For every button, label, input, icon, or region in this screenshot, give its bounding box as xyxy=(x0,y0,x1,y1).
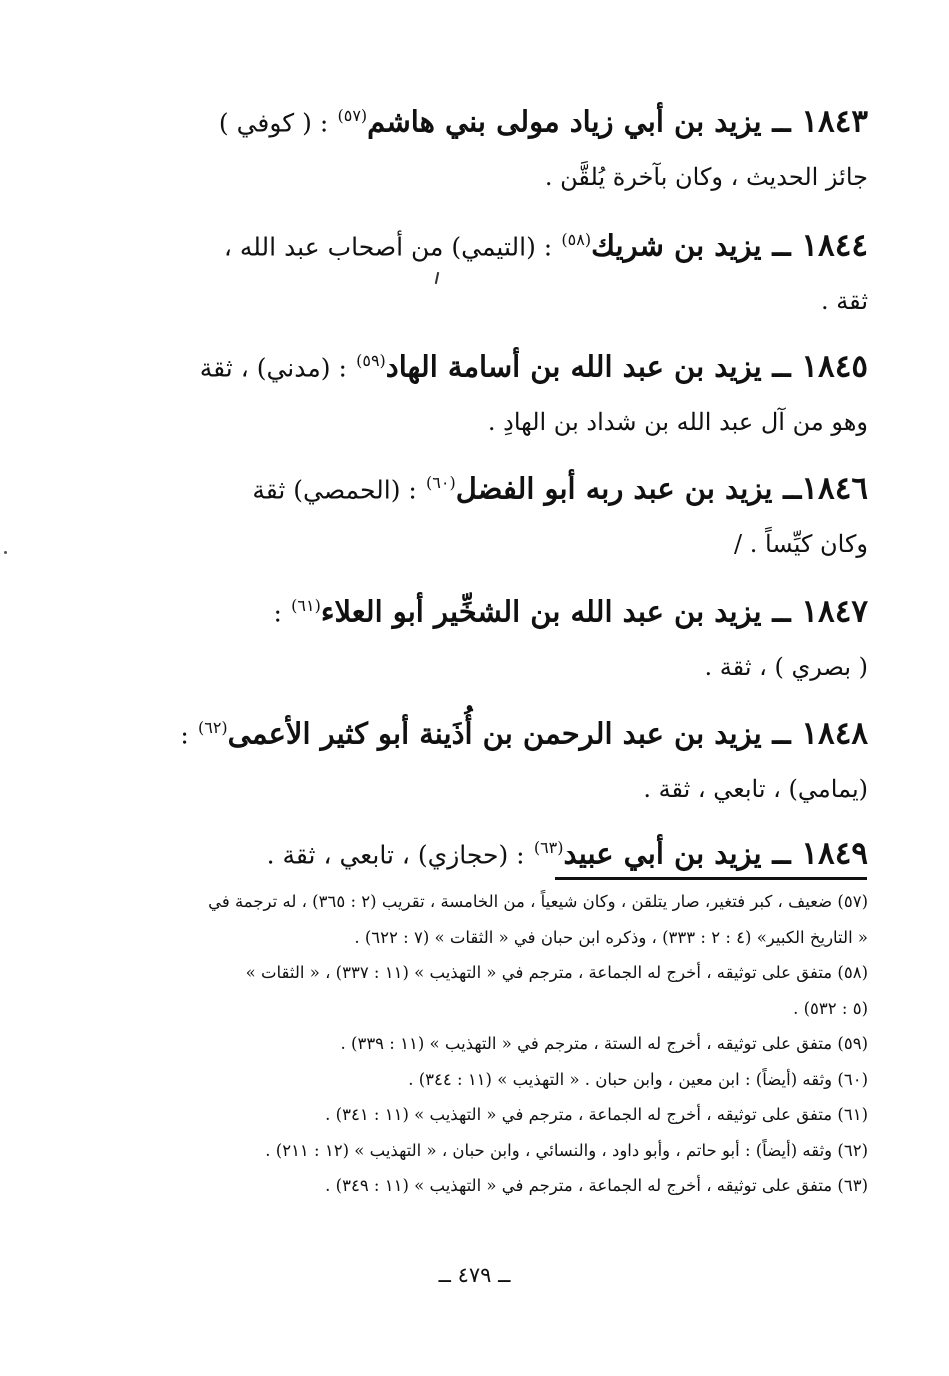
entry-name: يزيد بن عبد الله بن أسامة الهاد xyxy=(385,349,762,384)
entry-name: يزيد بن أبي زياد مولى بني هاشم xyxy=(367,104,762,139)
entry-1843 xyxy=(120,88,868,202)
footnote-line: (٦٢) وثقه (أيضاً) : أبو حاتم ، وأبو داود ، والنسائي ، وابن حبان ، « التهذيب » (١٢ : ٢١١) . xyxy=(265,1140,868,1160)
entry-1846 xyxy=(120,455,868,569)
entry-text: : (التيمي) من أصحاب عبد الله ، xyxy=(223,232,553,262)
entry-continuation: وهو من آل عبد الله بن شداد بن الهادِ . xyxy=(487,407,868,436)
scan-speck xyxy=(4,551,7,554)
entry-text: : ( كوفي ) xyxy=(218,108,329,138)
entry-heading xyxy=(120,820,868,884)
footnote-ref: (٦٠) xyxy=(426,473,456,492)
entry-heading xyxy=(120,333,868,397)
entry-continuation: (يمامي) ، تابعي ، ثقة . xyxy=(643,774,868,803)
entry-1849 xyxy=(120,820,868,884)
footnote-ref: (٦١) xyxy=(291,596,321,615)
footnote-line: (٦٣) متفق على توثيقه ، أخرج له الجماعة ، مترجم في « التهذيب » (١١ : ٣٤٩) . xyxy=(325,1176,868,1195)
entry-number: ١٨٤٤ xyxy=(801,227,868,264)
entry-1844 xyxy=(120,212,868,326)
entry-dash: ــ xyxy=(761,715,802,752)
footnote-ref: (٦٢) xyxy=(197,718,228,737)
entry-name: يزيد بن أبي عبيد xyxy=(563,836,762,871)
footnote-ref: (٥٧) xyxy=(337,106,368,125)
entry-heading xyxy=(120,212,868,276)
entry-name: يزيد بن عبد ربه أبو الفضل xyxy=(455,471,773,506)
entry-dash: ــ xyxy=(761,348,802,385)
footnote-line: (٥ : ٥٣٢) . xyxy=(793,998,868,1018)
entry-1847 xyxy=(120,578,868,692)
entry-continuation: ثقة . xyxy=(821,286,868,315)
entry-dash: ــ xyxy=(772,470,802,507)
entry-text: : xyxy=(180,720,189,750)
footnote-separator xyxy=(555,877,867,880)
entry-dash: ــ xyxy=(761,593,802,630)
footnote-line: « التاريخ الكبير» (٤ : ٢ : ٣٣٣) ، وذكره ابن حبان في « الثقات » (٧ : ٦٢٢) . xyxy=(354,927,868,947)
entry-1845 xyxy=(120,333,868,447)
footnote-ref: (٥٩) xyxy=(356,351,386,370)
entry-text: : xyxy=(273,598,282,628)
footnote-line: (٦٠) وثقه (أيضاً) : ابن معين ، وابن حبان . « التهذيب » (١١ : ٣٤٤) . xyxy=(408,1069,868,1089)
entry-1848 xyxy=(120,700,868,814)
entry-text: : (مدني) ، ثقة xyxy=(199,353,347,383)
entry-dash: ــ xyxy=(761,227,802,264)
entry-name: يزيد بن شريك xyxy=(591,228,762,263)
footnote-line: (٥٨) متفق على توثيقه ، أخرج له الجماعة ، مترجم في « التهذيب » (١١ : ٣٣٧) ، « الثقات » xyxy=(245,963,868,982)
entry-number: ١٨٤٦ xyxy=(801,470,868,507)
entry-number: ١٨٤٣ xyxy=(801,103,868,140)
entry-dash: ــ xyxy=(761,835,802,872)
entry-heading xyxy=(120,578,868,642)
entry-heading xyxy=(120,88,868,152)
entry-continuation: ( بصري ) ، ثقة . xyxy=(704,652,868,681)
entry-name: يزيد بن عبد الله بن الشخِّير أبو العلاء xyxy=(320,594,762,629)
entry-name: يزيد بن عبد الرحمن بن أُذَينة أبو كثير الأعمى xyxy=(227,716,762,751)
entry-text: : (الحمصي) ثقة xyxy=(252,475,417,505)
entry-continuation: وكان كيِّساً . / xyxy=(734,529,868,558)
entry-continuation: جائز الحديث ، وكان بآخرة يُلقَّن . xyxy=(544,162,868,191)
footnote-ref: (٦٣) xyxy=(533,838,564,857)
entry-number: ١٨٤٥ xyxy=(801,348,868,385)
footnote-line: (٥٧) ضعيف ، كبر فتغير، صار يتلقن ، وكان شيعياً ، من الخامسة ، تقريب (٢ : ٣٦٥) ، له ترجمة في xyxy=(208,892,868,911)
entry-text: : (حجازي) ، تابعي ، ثقة . xyxy=(266,840,525,870)
footnotes xyxy=(110,884,868,1204)
entry-number: ١٨٤٩ xyxy=(801,835,868,872)
footnote-line: (٥٩) متفق على توثيقه ، أخرج له الستة ، مترجم في « التهذيب » (١١ : ٣٣٩) . xyxy=(340,1034,868,1053)
entry-number: ١٨٤٨ xyxy=(801,715,868,752)
entry-heading xyxy=(120,700,868,764)
page-number: ــ ٤٧٩ ــ xyxy=(438,1263,511,1287)
entry-number: ١٨٤٧ xyxy=(801,593,868,630)
entry-dash: ــ xyxy=(761,103,802,140)
footnote-ref: (٥٨) xyxy=(561,230,592,249)
entry-heading xyxy=(120,455,868,519)
footnote-line: (٦١) متفق على توثيقه ، أخرج له الجماعة ، مترجم في « التهذيب » (١١ : ٣٤١) . xyxy=(325,1105,868,1124)
